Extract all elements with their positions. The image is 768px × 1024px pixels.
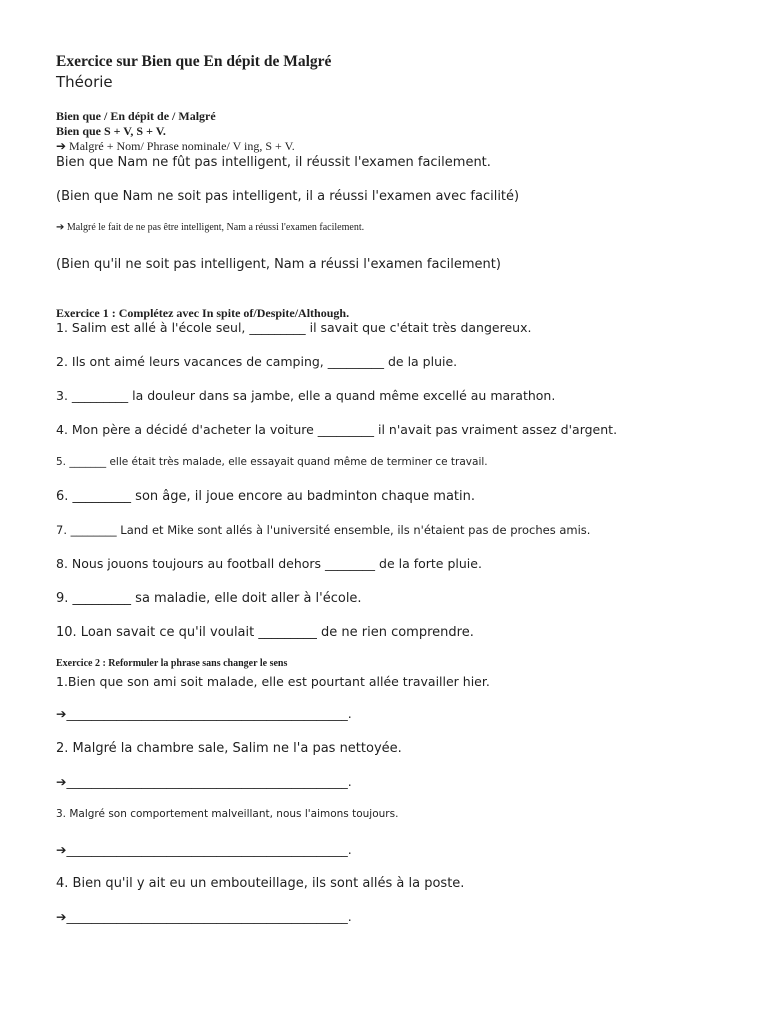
theory-rule-1: Bien que S + V, S + V. [56, 124, 166, 138]
theory-example-4: (Bien qu'il ne soit pas intelligent, Nam a réussi l'examen facilement) [56, 257, 501, 272]
document-title: Exercice sur Bien que En dépit de Malgré [56, 53, 332, 70]
exercise-2-answer-line-4: ➔_____________________________________________. [56, 909, 352, 924]
exercise-1-item-3: 3. _________ la douleur dans sa jambe, elle a quand même excellé au marathon. [56, 388, 556, 403]
exercise-1-item-4: 4. Mon père a décidé d'acheter la voiture _________ il n'avait pas vraiment assez d'argent. [56, 422, 618, 437]
exercise-2-answer-line-1: ➔_____________________________________________. [56, 706, 352, 721]
theory-example-1: Bien que Nam ne fût pas intelligent, il réussit l'examen facilement. [56, 155, 491, 170]
theory-heading: Bien que / En dépit de / Malgré [56, 109, 216, 123]
exercise-1-item-8: 8. Nous jouons toujours au football dehors ________ de la forte pluie. [56, 556, 482, 571]
exercise-1-item-10: 10. Loan savait ce qu'il voulait _________ de ne rien comprendre. [56, 625, 474, 640]
exercise-1-item-6: 6. _________ son âge, il joue encore au badminton chaque matin. [56, 489, 475, 504]
exercise-2-item-4: 4. Bien qu'il y ait eu un embouteillage, ils sont allés à la poste. [56, 876, 465, 891]
exercise-2-answer-line-2: ➔_____________________________________________. [56, 774, 352, 789]
exercise-2-heading: Exercice 2 : Reformuler la phrase sans changer le sens [56, 658, 288, 669]
exercise-2-item-3: 3. Malgré son comportement malveillant, nous l'aimons toujours. [56, 808, 399, 820]
exercise-1-item-5: 5. _______ elle était très malade, elle essayait quand même de terminer ce travail. [56, 456, 488, 468]
exercise-1-item-9: 9. _________ sa maladie, elle doit aller à l'école. [56, 591, 362, 606]
theory-example-3: ➔ Malgré le fait de ne pas être intelligent, Nam a réussi l'examen facilement. [56, 222, 365, 233]
exercise-1-item-1: 1. Salim est allé à l'école seul, _________ il savait que c'était très dangereux. [56, 320, 532, 335]
exercise-1-item-7: 7. ________ Land et Mike sont allés à l'université ensemble, ils n'étaient pas de proches amis. [56, 523, 591, 537]
exercise-2-item-1: 1.Bien que son ami soit malade, elle est pourtant allée travailler hier. [56, 674, 490, 689]
document-subtitle: Théorie [56, 73, 113, 91]
theory-rule-2: ➔ Malgré + Nom/ Phrase nominale/ V ing, S + V. [56, 139, 295, 153]
exercise-2-answer-line-3: ➔_____________________________________________. [56, 842, 352, 857]
theory-example-2: (Bien que Nam ne soit pas intelligent, il a réussi l'examen avec facilité) [56, 189, 520, 204]
exercise-1-item-2: 2. Ils ont aimé leurs vacances de camping, _________ de la pluie. [56, 354, 458, 369]
exercise-1-heading: Exercice 1 : Complétez avec In spite of/Despite/Although. [56, 306, 350, 320]
exercise-2-item-2: 2. Malgré la chambre sale, Salim ne l'a pas nettoyée. [56, 741, 402, 756]
